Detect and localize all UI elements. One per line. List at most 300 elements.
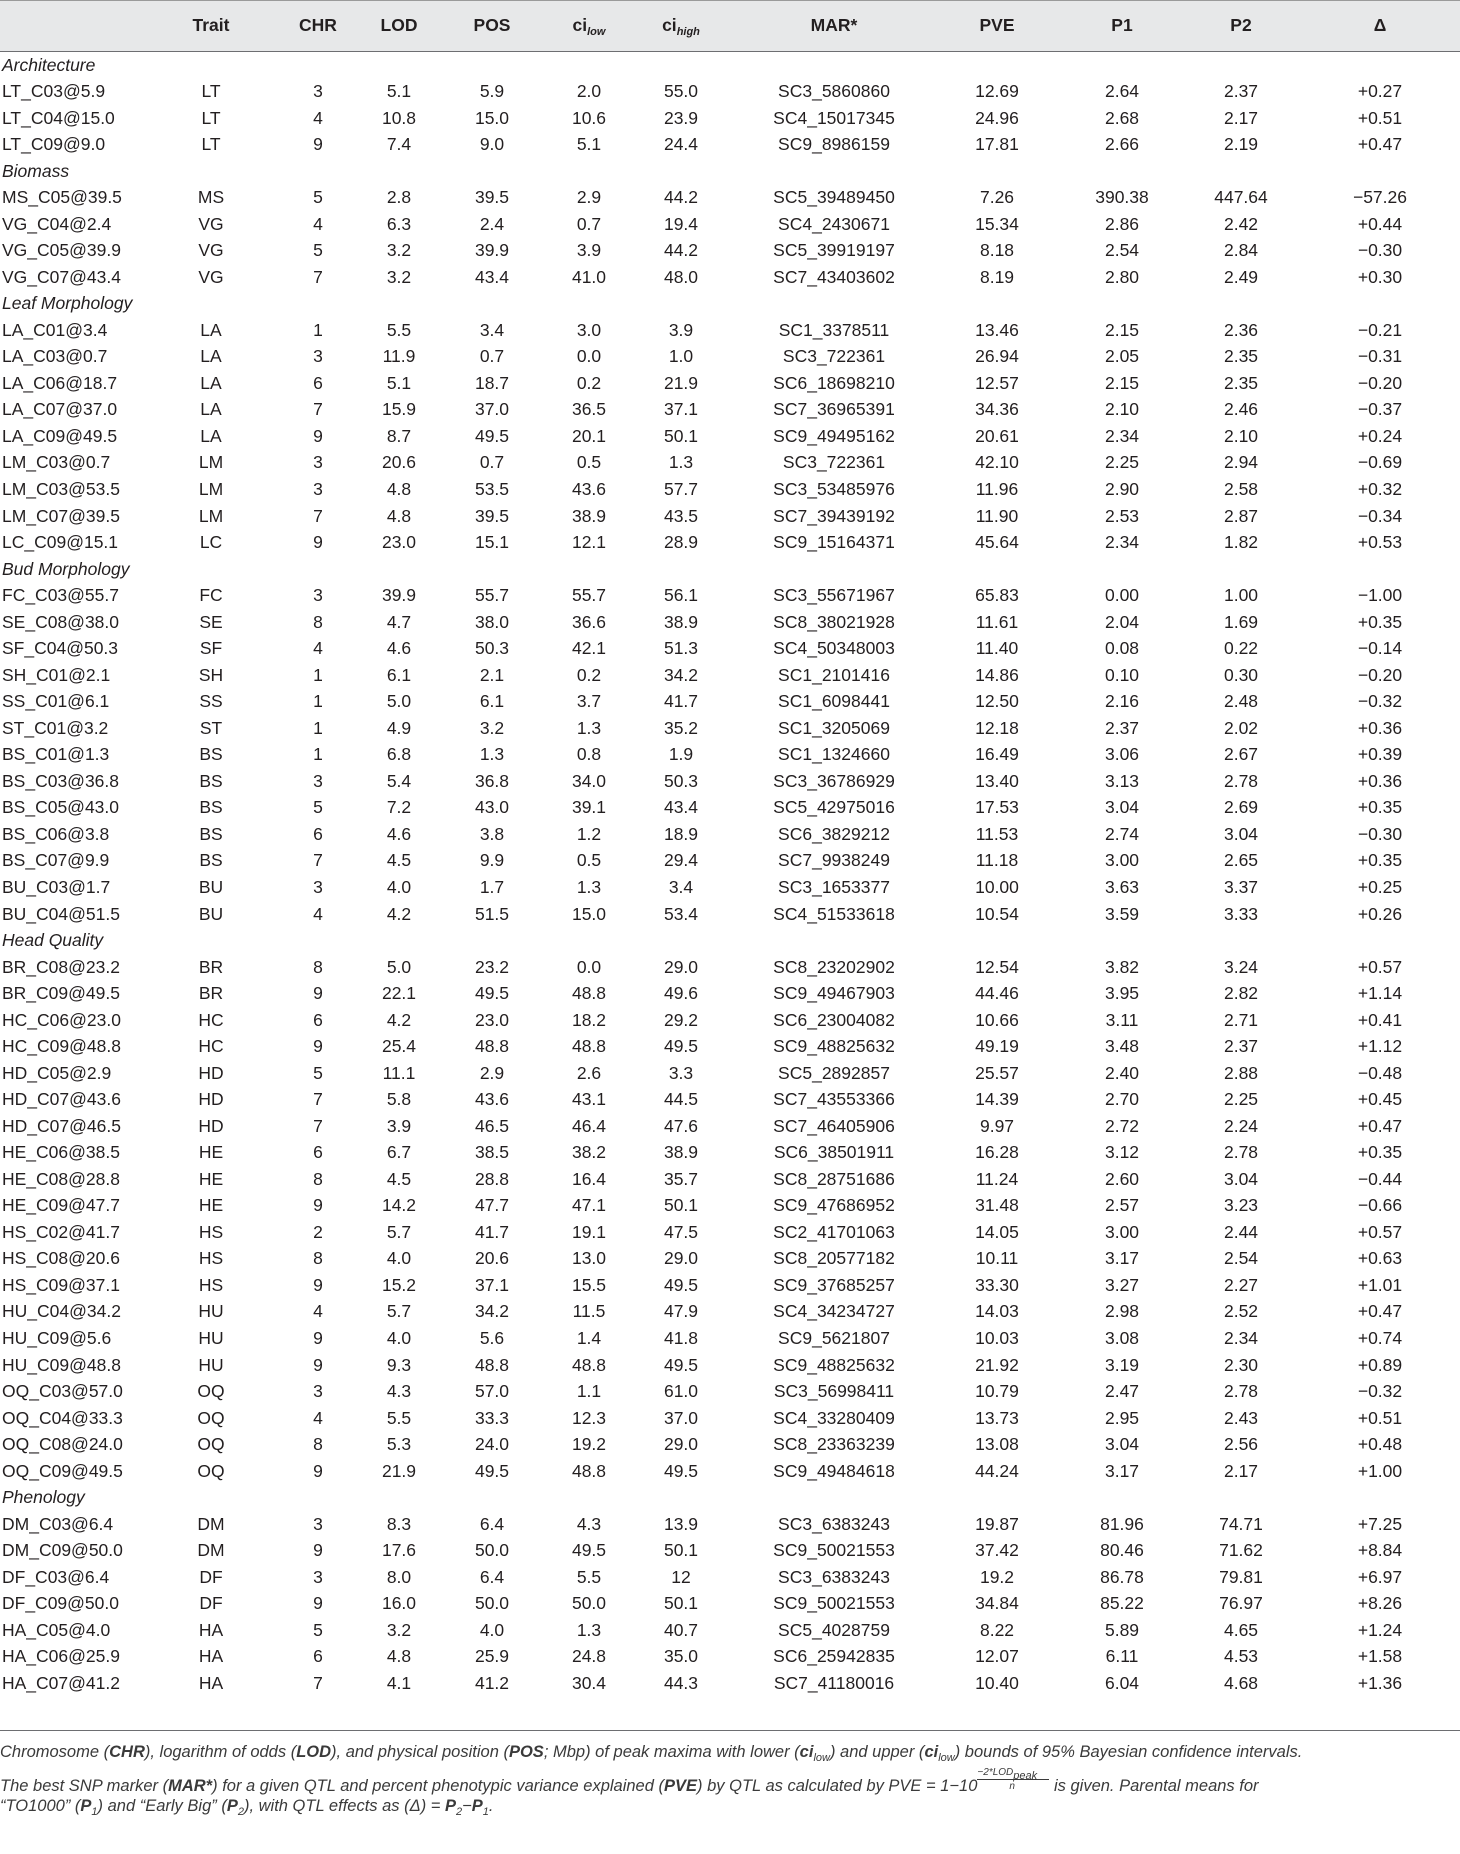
cell-qtl-name: LA_C07@37.0 [2, 399, 118, 420]
cell-ci-high: 40.7 [663, 1619, 699, 1640]
cell-qtl-name: HS_C02@41.7 [2, 1221, 120, 1242]
cell-ci-low: 5.5 [576, 1566, 602, 1587]
cell-p1: 2.74 [1104, 823, 1140, 844]
cell-trait: SH [198, 664, 224, 685]
caption-term-chr: CHR [109, 1743, 145, 1761]
cell-p1: 3.19 [1104, 1354, 1140, 1375]
cell-ci-low: 16.4 [571, 1168, 607, 1189]
cell-qtl-name: SF_C04@50.3 [2, 638, 119, 659]
group-header-row [0, 1485, 1460, 1512]
cell-p2: 2.02 [1223, 717, 1259, 738]
table-row [0, 1166, 1460, 1193]
cell-chr: 1 [313, 319, 323, 340]
cell-marker: SC5_4028759 [778, 1619, 890, 1640]
cell-p2: 2.37 [1223, 1036, 1259, 1057]
cell-chr: 4 [313, 1407, 323, 1428]
cell-qtl-name: HD_C07@46.5 [2, 1115, 121, 1136]
cell-pos: 2.1 [479, 664, 505, 685]
cell-p2: 74.71 [1219, 1513, 1263, 1534]
cell-p2: 2.88 [1223, 1062, 1259, 1083]
caption-term-lod: LOD [296, 1743, 332, 1761]
cell-p1: 3.04 [1104, 1434, 1140, 1455]
cell-pve: 31.48 [975, 1195, 1019, 1216]
cell-chr: 5 [313, 797, 323, 818]
cell-delta: +0.24 [1357, 425, 1403, 446]
caption-text: ) and “Early Big” ( [97, 1796, 227, 1815]
cell-pve: 25.57 [975, 1062, 1019, 1083]
cell-qtl-name: HS_C09@37.1 [2, 1274, 120, 1295]
cell-p2: 2.34 [1223, 1328, 1259, 1349]
cell-delta: +0.32 [1357, 479, 1403, 500]
cell-chr: 6 [313, 1646, 323, 1667]
cell-qtl-name: BR_C08@23.2 [2, 956, 120, 977]
cell-trait: HE [198, 1168, 224, 1189]
header-delta: Δ [1300, 1, 1460, 52]
cell-marker: SC2_41701063 [773, 1221, 895, 1242]
cell-p2: 2.78 [1223, 770, 1259, 791]
cell-trait: HS [198, 1274, 224, 1295]
cell-chr: 3 [313, 452, 323, 473]
cell-ci-high: 50.1 [663, 1593, 699, 1614]
table-row [0, 636, 1460, 663]
caption-text: ) by QTL as calculated by [697, 1776, 889, 1795]
cell-chr: 6 [313, 1009, 323, 1030]
cell-chr: 7 [313, 1672, 323, 1693]
cell-pos: 39.5 [474, 187, 510, 208]
caption-term-pve: PVE [664, 1776, 698, 1795]
cell-delta: −0.32 [1357, 691, 1403, 712]
cell-qtl-name: LA_C09@49.5 [2, 425, 118, 446]
cell-pos: 3.8 [479, 823, 505, 844]
cell-qtl-name: HD_C07@43.6 [2, 1089, 121, 1110]
cell-pve: 19.87 [975, 1513, 1019, 1534]
cell-lod: 6.8 [386, 744, 412, 765]
cell-qtl-name: HS_C08@20.6 [2, 1248, 120, 1269]
cell-ci-high: 3.4 [668, 876, 694, 897]
cell-marker: SC3_722361 [782, 452, 886, 473]
cell-qtl-name: BU_C04@51.5 [2, 903, 120, 924]
table-row [0, 185, 1460, 212]
cell-trait: SE [199, 611, 223, 632]
cell-p1: 390.38 [1095, 187, 1149, 208]
cell-pos: 25.9 [474, 1646, 510, 1667]
cell-delta: +0.26 [1357, 903, 1403, 924]
cell-ci-low: 41.0 [571, 266, 607, 287]
cell-chr: 3 [313, 81, 323, 102]
cell-pos: 57.0 [474, 1381, 510, 1402]
cell-trait: LM [198, 505, 224, 526]
exponent-numerator-sub: peak [1013, 1769, 1038, 1782]
table-row [0, 1538, 1460, 1565]
group-header-row [0, 52, 1460, 79]
cell-p2: 3.24 [1223, 956, 1259, 977]
cell-qtl-name: HC_C06@23.0 [2, 1009, 121, 1030]
cell-pve: 14.03 [975, 1301, 1019, 1322]
cell-ci-low: 36.6 [571, 611, 607, 632]
cell-p2: 2.87 [1223, 505, 1259, 526]
cell-marker: SC7_43553366 [773, 1089, 895, 1110]
cell-pos: 50.0 [474, 1540, 510, 1561]
cell-ci-high: 13.9 [663, 1513, 699, 1534]
equation-p2-sub: 2 [456, 1805, 463, 1818]
cell-ci-low: 30.4 [571, 1672, 607, 1693]
cell-trait: MS [197, 187, 225, 208]
cell-p2: 2.71 [1223, 1009, 1259, 1030]
cell-chr: 6 [313, 1142, 323, 1163]
cell-p2: 71.62 [1219, 1540, 1263, 1561]
cell-pos: 34.2 [474, 1301, 510, 1322]
cell-ci-high: 24.4 [663, 134, 699, 155]
cell-pve: 15.34 [975, 213, 1019, 234]
cell-p2: 3.04 [1223, 1168, 1259, 1189]
table-header [0, 1, 1460, 52]
cell-p1: 0.08 [1104, 638, 1140, 659]
cell-trait: LA [200, 399, 222, 420]
cell-pve: 24.96 [975, 107, 1019, 128]
table-row [0, 1272, 1460, 1299]
cell-trait: VG [198, 213, 224, 234]
group-header-row [0, 291, 1460, 318]
cell-ci-high: 50.1 [663, 1195, 699, 1216]
cell-lod: 6.3 [386, 213, 412, 234]
cell-pve: 11.96 [975, 479, 1019, 500]
cell-chr: 5 [313, 1619, 323, 1640]
cell-delta: −0.32 [1357, 1381, 1403, 1402]
table-row [0, 981, 1460, 1008]
cell-marker: SC9_8986159 [778, 134, 890, 155]
group-label: Phenology [2, 1487, 85, 1508]
cell-qtl-name: BS_C03@36.8 [2, 770, 120, 791]
cell-pve: 11.61 [975, 611, 1019, 632]
cell-pve: 44.46 [975, 983, 1019, 1004]
cell-pos: 48.8 [474, 1036, 510, 1057]
cell-pve: 10.54 [975, 903, 1019, 924]
cell-ci-low: 3.7 [576, 691, 602, 712]
cell-ci-low: 19.2 [571, 1434, 607, 1455]
cell-p1: 6.04 [1104, 1672, 1140, 1693]
cell-pve: 12.18 [975, 717, 1019, 738]
cell-lod: 15.9 [381, 399, 417, 420]
cell-lod: 14.2 [381, 1195, 417, 1216]
cell-delta: +0.25 [1357, 876, 1403, 897]
cell-qtl-name: OQ_C08@24.0 [2, 1434, 123, 1455]
cell-chr: 8 [313, 1248, 323, 1269]
table-row [0, 1511, 1460, 1538]
cell-delta: +0.53 [1357, 532, 1403, 553]
group-header-row [0, 928, 1460, 955]
table-row [0, 1087, 1460, 1114]
cell-ci-low: 19.1 [571, 1221, 607, 1242]
cell-p1: 2.25 [1104, 452, 1140, 473]
cell-p1: 81.96 [1100, 1513, 1144, 1534]
cell-marker: SC3_5860860 [778, 81, 890, 102]
cell-chr: 9 [313, 1540, 323, 1561]
pve-formula-exponent [977, 1766, 1049, 1792]
cell-p1: 6.11 [1105, 1646, 1139, 1667]
cell-delta: +0.47 [1357, 134, 1403, 155]
cell-qtl-name: SS_C01@6.1 [2, 691, 110, 712]
cell-trait: DF [199, 1593, 223, 1614]
cell-pve: 8.19 [979, 266, 1015, 287]
cell-chr: 9 [313, 1328, 323, 1349]
cell-chr: 3 [313, 585, 323, 606]
cell-trait: FC [199, 585, 223, 606]
cell-marker: SC6_23004082 [773, 1009, 895, 1030]
cell-trait: DF [199, 1566, 223, 1587]
header-p2: P2 [1182, 1, 1300, 52]
cell-lod: 7.4 [386, 134, 412, 155]
cell-pos: 23.0 [474, 1009, 510, 1030]
cell-qtl-name: VG_C07@43.4 [2, 266, 121, 287]
cell-ci-high: 49.5 [663, 1460, 699, 1481]
cell-qtl-name: HU_C04@34.2 [2, 1301, 121, 1322]
cell-chr: 4 [313, 107, 323, 128]
cell-chr: 9 [313, 983, 323, 1004]
cell-trait: BU [198, 903, 224, 924]
cell-trait: LT [201, 134, 221, 155]
cell-p2: 2.43 [1223, 1407, 1259, 1428]
cell-trait: HU [198, 1301, 224, 1322]
cell-delta: +0.27 [1357, 81, 1403, 102]
cell-ci-high: 35.7 [663, 1168, 699, 1189]
cell-pos: 43.0 [474, 797, 510, 818]
cell-lod: 5.3 [386, 1434, 412, 1455]
caption-term-p2-sub: 2 [237, 1805, 244, 1818]
cell-p1: 2.98 [1104, 1301, 1140, 1322]
cell-pos: 43.6 [474, 1089, 510, 1110]
cell-marker: SC1_2101416 [778, 664, 890, 685]
cell-marker: SC6_3829212 [778, 823, 890, 844]
cell-pve: 11.90 [975, 505, 1019, 526]
cell-p2: 2.25 [1223, 1089, 1259, 1110]
cell-lod: 4.5 [386, 850, 412, 871]
cell-trait: BS [199, 744, 223, 765]
cell-lod: 5.5 [386, 319, 412, 340]
cell-ci-high: 35.2 [663, 717, 699, 738]
cell-ci-low: 2.6 [576, 1062, 602, 1083]
cell-pve: 7.26 [979, 187, 1015, 208]
cell-trait: LA [200, 372, 222, 393]
cell-p1: 2.15 [1104, 372, 1140, 393]
caption-term-ci-high-sub: low [938, 1752, 955, 1764]
cell-p2: 2.10 [1223, 425, 1259, 446]
cell-pos: 9.0 [479, 134, 505, 155]
cell-lod: 5.1 [386, 81, 412, 102]
cell-delta: +0.63 [1357, 1248, 1403, 1269]
cell-delta: +0.36 [1357, 717, 1403, 738]
cell-chr: 9 [313, 1274, 323, 1295]
cell-marker: SC7_43403602 [773, 266, 895, 287]
cell-p2: 2.58 [1223, 479, 1259, 500]
cell-p1: 2.04 [1104, 611, 1140, 632]
cell-pos: 5.6 [479, 1328, 505, 1349]
cell-p2: 2.78 [1223, 1142, 1259, 1163]
table-row [0, 1405, 1460, 1432]
cell-marker: SC9_50021553 [773, 1593, 895, 1614]
cell-pve: 10.11 [975, 1248, 1019, 1269]
cell-p1: 2.60 [1104, 1168, 1140, 1189]
cell-marker: SC6_18698210 [773, 372, 895, 393]
cell-ci-high: 41.8 [663, 1328, 699, 1349]
cell-p1: 3.04 [1104, 797, 1140, 818]
cell-delta: +1.58 [1357, 1646, 1403, 1667]
equation-p1-sub: 1 [482, 1805, 489, 1818]
cell-p1: 3.13 [1104, 770, 1140, 791]
cell-chr: 7 [313, 399, 323, 420]
cell-marker: SC6_38501911 [773, 1142, 895, 1163]
cell-ci-low: 0.0 [576, 346, 602, 367]
cell-p1: 3.48 [1104, 1036, 1140, 1057]
cell-ci-high: 55.0 [663, 81, 699, 102]
cell-p2: 76.97 [1219, 1593, 1263, 1614]
cell-marker: SC9_49495162 [773, 425, 895, 446]
cell-delta: −0.30 [1357, 240, 1403, 261]
caption-text: ) and upper ( [829, 1743, 925, 1761]
cell-pve: 11.24 [975, 1168, 1019, 1189]
cell-lod: 4.8 [386, 479, 412, 500]
cell-ci-low: 3.9 [576, 240, 602, 261]
cell-lod: 39.9 [381, 585, 417, 606]
cell-qtl-name: BS_C05@43.0 [2, 797, 120, 818]
cell-ci-high: 61.0 [663, 1381, 699, 1402]
cell-lod: 4.0 [386, 876, 412, 897]
cell-chr: 9 [313, 1354, 323, 1375]
cell-pve: 34.36 [975, 399, 1019, 420]
cell-p1: 2.57 [1104, 1195, 1140, 1216]
cell-delta: −0.34 [1357, 505, 1403, 526]
cell-chr: 1 [313, 717, 323, 738]
header-p1: P1 [1062, 1, 1182, 52]
cell-pos: 20.6 [474, 1248, 510, 1269]
cell-ci-high: 29.0 [663, 1248, 699, 1269]
cell-chr: 7 [313, 1115, 323, 1136]
cell-trait: HA [198, 1619, 224, 1640]
cell-ci-high: 37.1 [663, 399, 699, 420]
cell-trait: HC [198, 1009, 224, 1030]
cell-delta: +8.26 [1357, 1593, 1403, 1614]
cell-p1: 3.59 [1104, 903, 1140, 924]
cell-delta: +0.35 [1357, 1142, 1403, 1163]
cell-trait: LA [200, 346, 222, 367]
cell-chr: 2 [313, 1221, 323, 1242]
cell-qtl-name: FC_C03@55.7 [2, 585, 119, 606]
cell-ci-low: 3.0 [576, 319, 602, 340]
cell-pve: 11.40 [975, 638, 1019, 659]
cell-p1: 2.10 [1104, 399, 1140, 420]
cell-p2: 2.44 [1223, 1221, 1259, 1242]
table-caption [0, 1730, 1460, 1816]
cell-lod: 21.9 [381, 1460, 417, 1481]
cell-chr: 3 [313, 1513, 323, 1534]
header-ci-high-sub: high [676, 26, 700, 39]
cell-ci-low: 13.0 [571, 1248, 607, 1269]
cell-pve: 14.39 [975, 1089, 1019, 1110]
cell-qtl-name: LM_C03@0.7 [2, 452, 111, 473]
cell-p2: 2.54 [1223, 1248, 1259, 1269]
cell-lod: 4.2 [386, 1009, 412, 1030]
cell-pve: 11.53 [975, 823, 1019, 844]
cell-pve: 49.19 [975, 1036, 1019, 1057]
table-row [0, 477, 1460, 504]
cell-trait: BU [198, 876, 224, 897]
equation-p2: P [445, 1796, 457, 1815]
cell-marker: SC8_28751686 [773, 1168, 895, 1189]
table-row [0, 1060, 1460, 1087]
cell-marker: SC1_3378511 [778, 319, 890, 340]
cell-trait: HS [198, 1248, 224, 1269]
cell-p2: 2.35 [1223, 372, 1259, 393]
header-pos: POS [432, 1, 552, 52]
cell-pos: 15.0 [474, 107, 510, 128]
cell-trait: HD [198, 1089, 224, 1110]
cell-delta: +1.01 [1357, 1274, 1403, 1295]
cell-qtl-name: LT_C03@5.9 [2, 81, 106, 102]
cell-lod: 11.9 [382, 346, 416, 367]
cell-qtl-name: LM_C07@39.5 [2, 505, 120, 526]
cell-lod: 5.7 [386, 1221, 412, 1242]
cell-lod: 4.6 [386, 638, 412, 659]
cell-p1: 5.89 [1104, 1619, 1140, 1640]
cell-p2: 2.56 [1223, 1434, 1259, 1455]
cell-ci-low: 49.5 [571, 1540, 607, 1561]
cell-ci-high: 1.9 [668, 744, 694, 765]
exponent-numerator: −2*LOD [977, 1766, 1014, 1778]
table-row [0, 397, 1460, 424]
cell-qtl-name: HE_C08@28.8 [2, 1168, 120, 1189]
cell-ci-high: 41.7 [663, 691, 699, 712]
cell-p2: 1.00 [1223, 585, 1259, 606]
cell-pos: 38.0 [474, 611, 510, 632]
table-row [0, 1113, 1460, 1140]
cell-ci-low: 10.6 [571, 107, 607, 128]
header-mar: MAR* [736, 1, 932, 52]
cell-p1: 0.00 [1104, 585, 1140, 606]
cell-p2: 4.53 [1223, 1646, 1259, 1667]
cell-qtl-name: OQ_C09@49.5 [2, 1460, 123, 1481]
cell-qtl-name: SH_C01@2.1 [2, 664, 111, 685]
cell-ci-high: 3.3 [668, 1062, 694, 1083]
cell-p1: 2.37 [1104, 717, 1140, 738]
cell-marker: SC3_56998411 [773, 1381, 895, 1402]
cell-pos: 43.4 [474, 266, 510, 287]
cell-p2: 79.81 [1219, 1566, 1263, 1587]
cell-marker: SC3_6383243 [778, 1566, 890, 1587]
cell-lod: 4.3 [386, 1381, 412, 1402]
cell-qtl-name: OQ_C04@33.3 [2, 1407, 123, 1428]
cell-pos: 1.3 [479, 744, 505, 765]
cell-ci-low: 0.2 [576, 372, 602, 393]
cell-trait: BR [198, 956, 224, 977]
cell-marker: SC8_38021928 [773, 611, 895, 632]
cell-ci-high: 35.0 [663, 1646, 699, 1667]
cell-marker: SC7_41180016 [773, 1672, 895, 1693]
cell-pve: 8.22 [979, 1619, 1015, 1640]
cell-ci-high: 3.9 [668, 319, 694, 340]
cell-lod: 3.9 [386, 1115, 412, 1136]
cell-ci-high: 49.5 [663, 1036, 699, 1057]
cell-ci-high: 44.2 [663, 240, 699, 261]
cell-lod: 7.2 [386, 797, 412, 818]
cell-pos: 15.1 [474, 532, 510, 553]
cell-p1: 2.80 [1104, 266, 1140, 287]
cell-ci-high: 50.3 [663, 770, 699, 791]
cell-pos: 47.7 [474, 1195, 510, 1216]
cell-p1: 86.78 [1100, 1566, 1144, 1587]
group-label: Head Quality [2, 930, 104, 951]
cell-ci-high: 38.9 [663, 1142, 699, 1163]
cell-p1: 2.68 [1104, 107, 1140, 128]
cell-p1: 3.63 [1104, 876, 1140, 897]
